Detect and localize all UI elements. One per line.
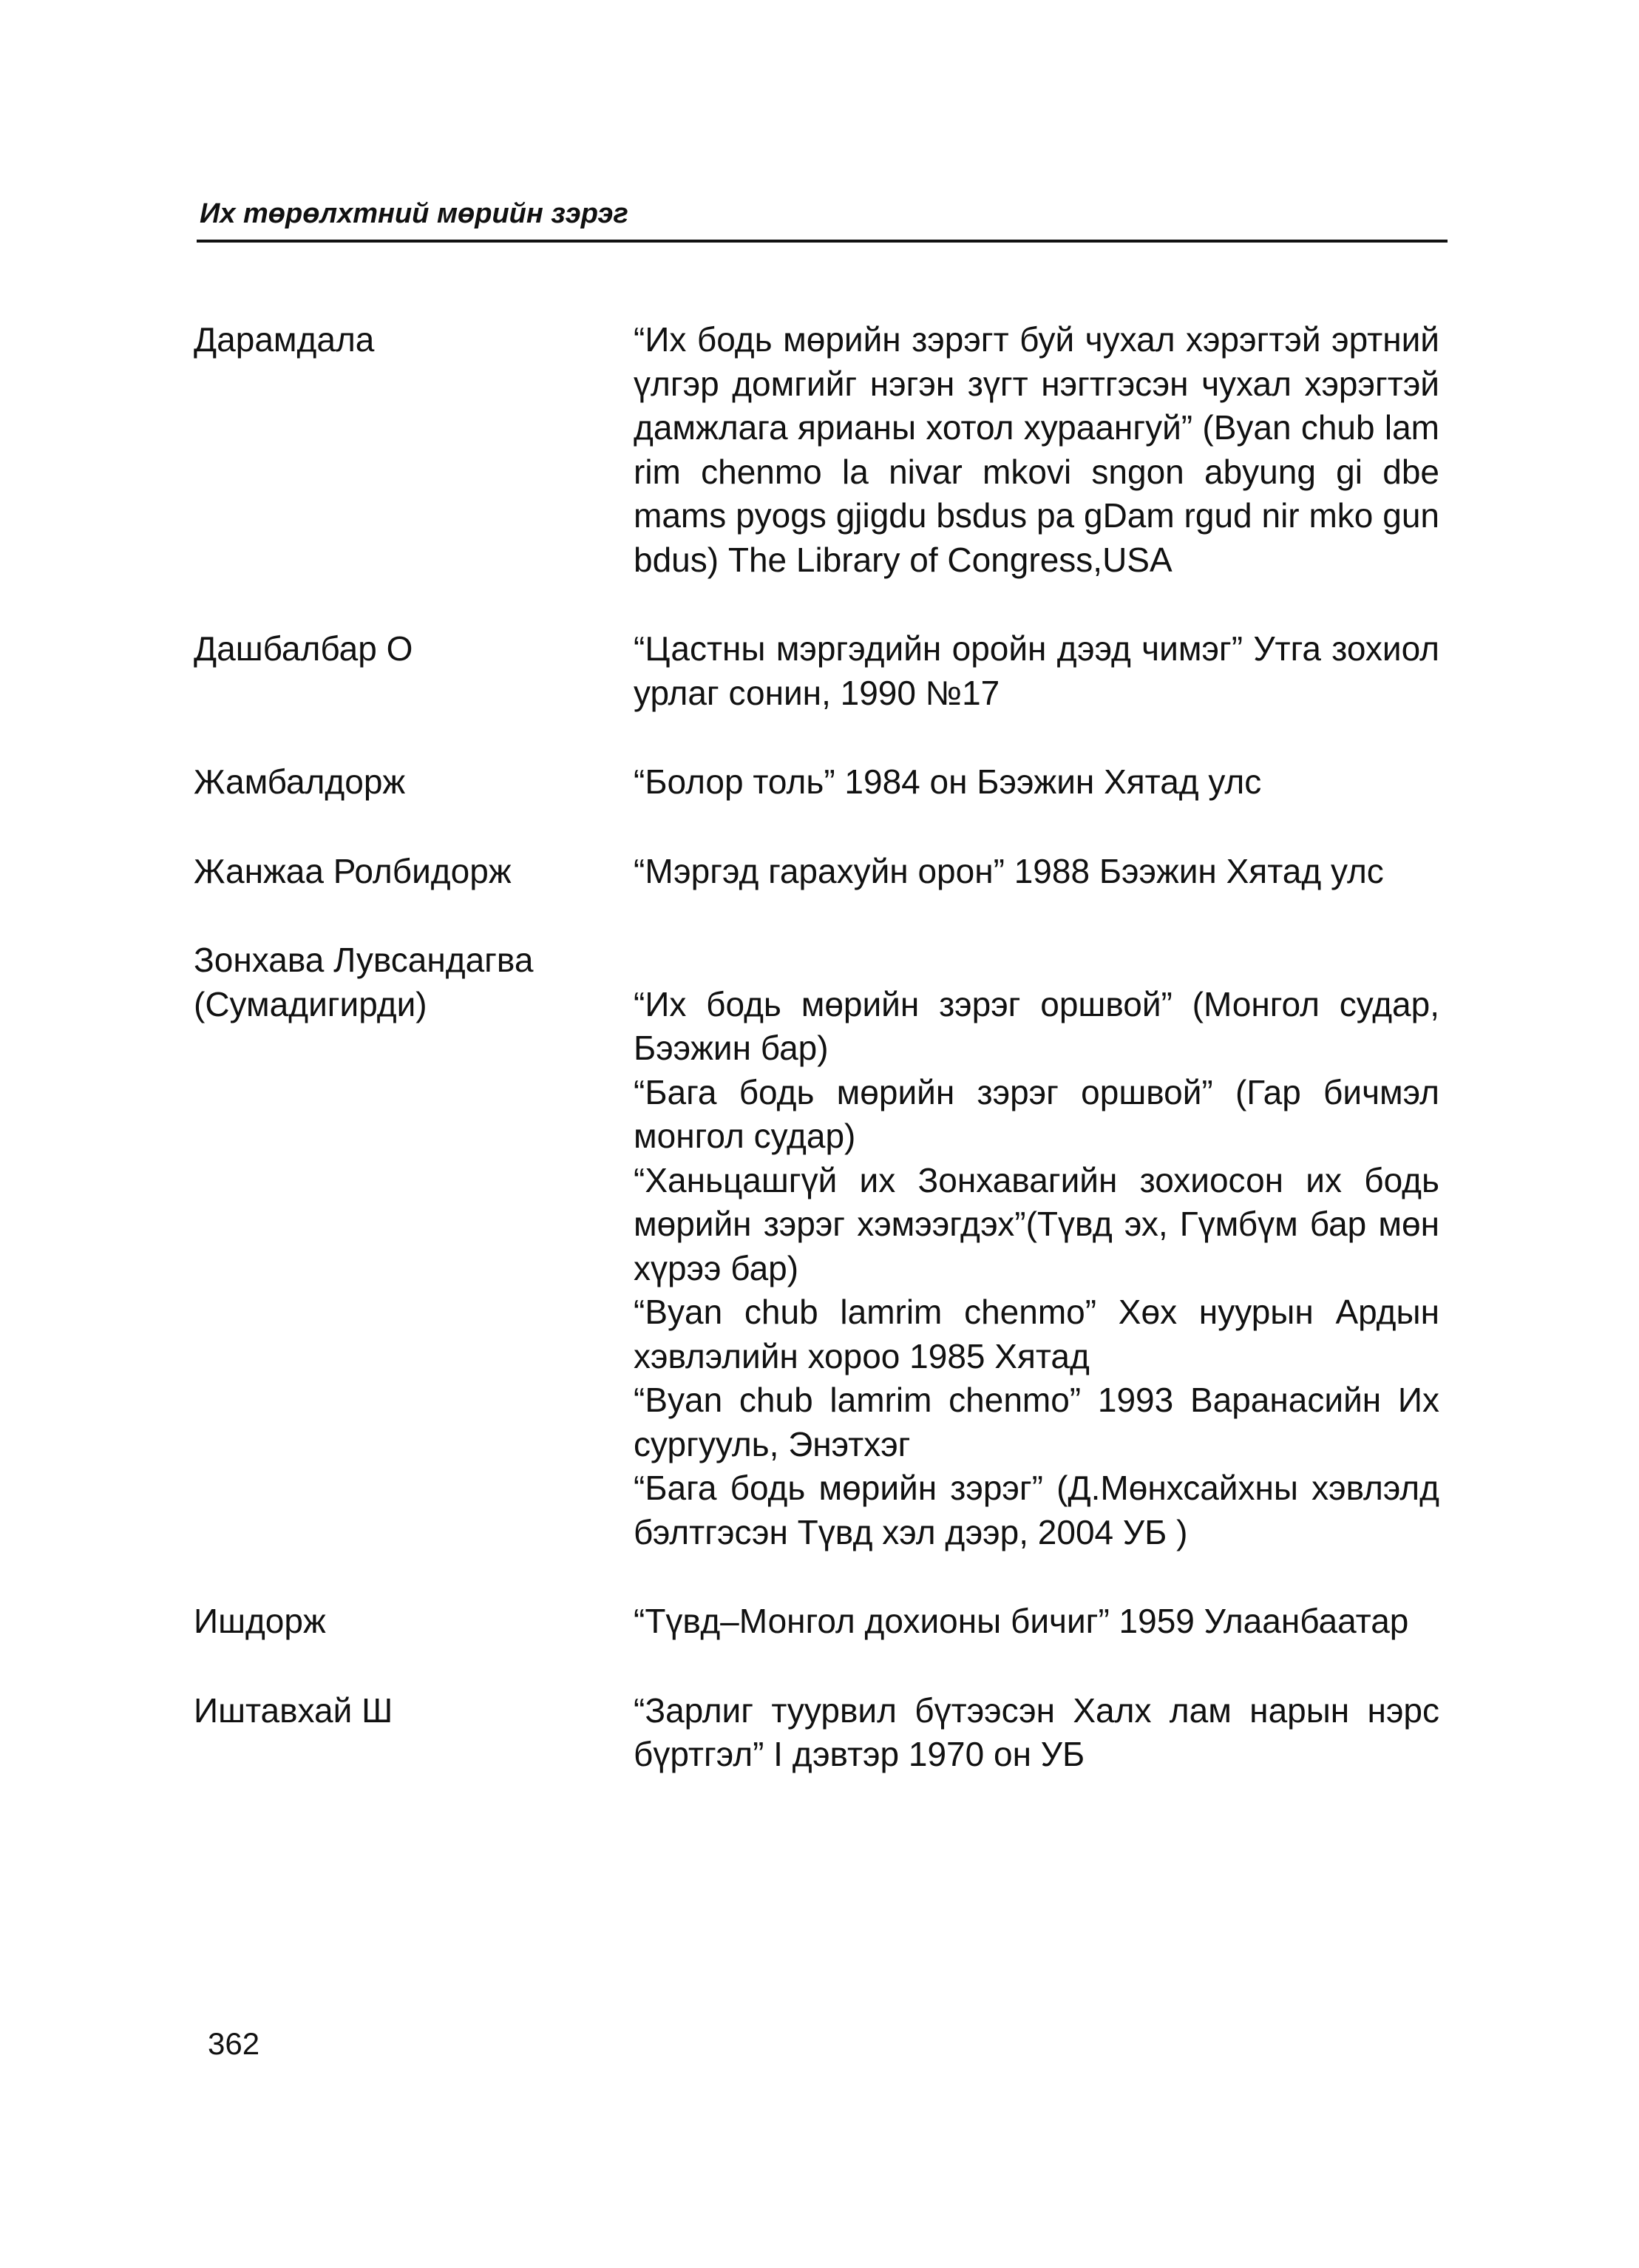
description-line: “Цастны мэргэдийн оройн дээд чимэг” Утга зохиол урлаг сонин, 1990 №17 [634,629,1439,712]
entry-author: Зонхава Лувсандагва (Сумадигирди) [194,941,534,1023]
bibliography-entry [194,1689,1443,1777]
description-line: “Их бодь мөрийн зэрэгт буй чухал хэрэгтэй эртний үлгэр домгийг нэгэн зүгт нэгтгэсэн чухал хэрэгтэй дамжлага ярианы хотол хураангуй” (Byan chub lam rim chenmo la nivar mkovi sngon abyung gi dbe mams pyogs gjigdu bsdus pa gDam rgud nir mko gun bdus) The Library of Congress,USA [634,320,1439,579]
header-rule [197,240,1448,243]
entry-description [634,318,1439,582]
description-line: “Зарлиг туурвил бүтээсэн Халх лам нарын нэрс бүртгэл” I дэвтэр 1970 он УБ [634,1690,1439,1773]
entry-description [634,1600,1439,1644]
entry-author: Ишдорж [194,1602,326,1640]
bibliography-entry [194,318,1443,582]
description-line: “Ханьцашгүй их Зонхавагийн зохиосон их бодь мөрийн зэрэг хэмээгдэх”(Түвд эх, Гүмбүм бар мөн хүрээ бар) [634,1160,1439,1287]
entry-author: Жанжаа Ролбидорж [194,851,512,890]
description-line: “Болор толь” 1984 он Бээжин Хятад улс [634,762,1262,801]
entry-author: Жамбалдорж [194,762,406,801]
description-line: “Их бодь мөрийн зэрэг оршвой” (Монгол судар, Бээжин бар) [634,984,1439,1067]
page-number: 362 [208,2026,260,2061]
bibliography-entry [194,627,1443,715]
entry-description [634,627,1439,715]
bibliography-entry [194,760,1443,805]
entry-author: Иштавхай Ш [194,1690,393,1730]
bibliography-entry [194,938,1443,1554]
description-line: “Бага бодь мөрийн зэрэг оршвой” (Гар бичмэл монгол судар) [634,1072,1439,1155]
description-line: “Byan chub lamrim chenmo” 1993 Варанасийн Их сургууль, Энэтхэг [634,1381,1439,1463]
entry-description [634,1689,1439,1777]
entry-description [634,850,1439,894]
description-line: “Түвд–Монгол дохионы бичиг” 1959 Улаанбаатар [634,1602,1409,1640]
bibliography-entry [194,850,1443,894]
description-line: “Byan chub lamrim chenmo” Хөх нуурын Ардын хэвлэлийн хороо 1985 Хятад [634,1293,1439,1375]
bibliography-list [194,318,1443,1822]
entry-description [634,760,1439,805]
description-line: “Мэргэд гарахуйн орон” 1988 Бээжин Хятад улс [634,851,1384,890]
entry-description [634,938,1439,1554]
entry-author: Дарамдала [194,320,375,359]
running-title: Их төрөлхтний мөрийн зэрэг [200,198,628,229]
entry-author: Дашбалбар О [194,629,413,668]
bibliography-entry [194,1600,1443,1644]
description-line: “Бага бодь мөрийн зэрэг” (Д.Мөнхсайхны хэвлэлд бэлтгэсэн Түвд хэл дээр, 2004 УБ ) [634,1469,1439,1551]
